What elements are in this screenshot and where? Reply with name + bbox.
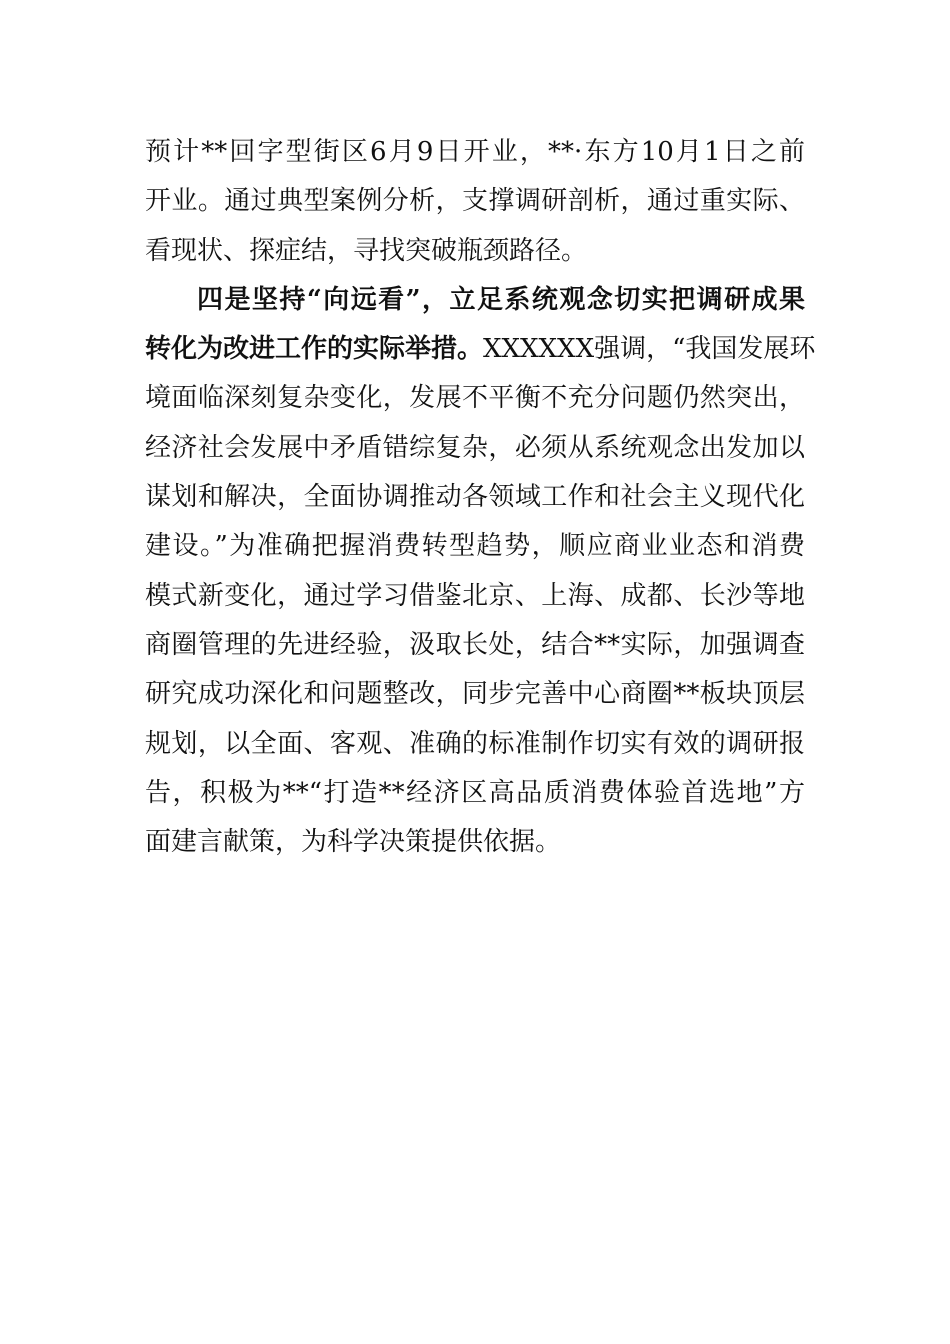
paragraph-line: 开业。通过典型案例分析，支撑调研剖析，通过重实际、 [145, 186, 805, 217]
paragraph-line: 境面临深刻复杂变化，发展不平衡不充分问题仍然突出， [145, 383, 805, 414]
paragraph-heading-line: 四是坚持“向远看”，立足系统观念切实把调研成果 [197, 284, 805, 315]
paragraph-1 [145, 128, 805, 276]
paragraph-line: 面建言献策，为科学决策提供依据。 [145, 827, 562, 858]
paragraph-line: 建设。”为准确把握消费转型趋势，顺应商业业态和消费 [145, 531, 805, 562]
paragraph-line: 经济社会发展中矛盾错综复杂，必须从系统观念出发加以 [145, 432, 805, 463]
paragraph-body-text: XXXXXX强调，“我国发展环 [483, 334, 816, 365]
document-page [145, 128, 816, 867]
paragraph-line: 谋划和解决，全面协调推动各领域工作和社会主义现代化 [145, 482, 805, 513]
paragraph-line: 规划，以全面、客观、准确的标准制作切实有效的调研报 [145, 728, 805, 759]
paragraph-line: 研究成功深化和问题整改，同步完善中心商圈**板块顶层 [145, 679, 805, 710]
paragraph-line-mixed [145, 325, 816, 374]
paragraph-line: 商圈管理的先进经验，汲取长处，结合**实际，加强调查 [145, 629, 805, 660]
paragraph-line: 模式新变化，通过学习借鉴北京、上海、成都、长沙等地 [145, 580, 805, 611]
paragraph-2 [145, 276, 816, 868]
paragraph-heading-text: 转化为改进工作的实际举措。 [145, 334, 484, 365]
paragraph-line: 告，积极为**“打造**经济区高品质消费体验首选地”方 [145, 777, 805, 808]
paragraph-line: 看现状、探症结，寻找突破瓶颈路径。 [145, 235, 588, 266]
paragraph-line: 预计**回字型街区6月9日开业，**·东方10月1日之前 [145, 137, 805, 167]
